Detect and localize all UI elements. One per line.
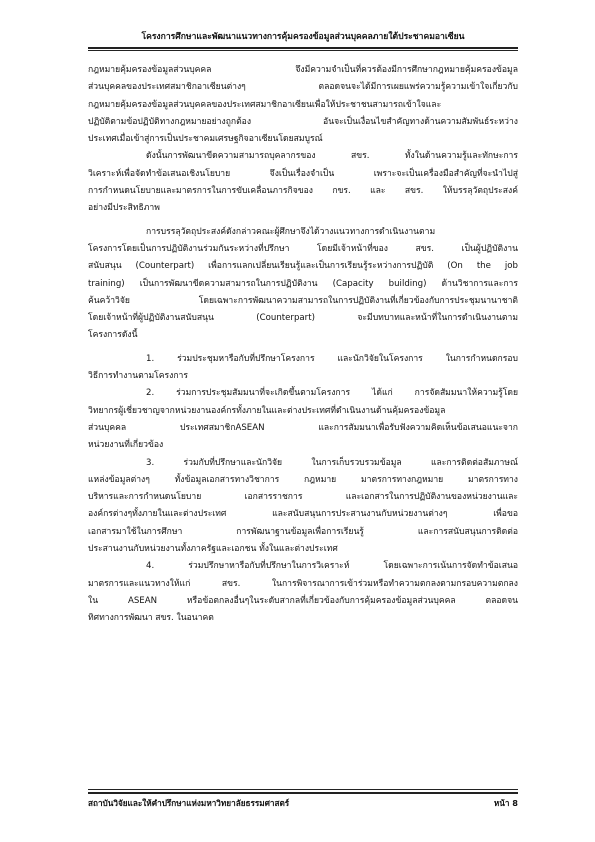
footer-rule-thin xyxy=(88,789,518,790)
text-line: ส่วนบุคคลของประเทศสมาชิกอาเซียนต่างๆ ตลอดจนจะได้มีการเผยแพร่ความรู้ความเข้าใจเกี่ยวกับ xyxy=(88,82,518,93)
text-line: หน่วยงานที่เกี่ยวข้อง xyxy=(88,440,164,451)
text-line: การกำหนดนโยบายและมาตรการในการขับเคลื่อนภารกิจของ กขร. และ สขร. ให้บรรลุวัตถุประสงค์ xyxy=(88,186,518,197)
text-line: กฎหมายคุ้มครองข้อมูลส่วนบุคคลของประเทศสมาชิกอาเซียนเพื่อให้ประชาชนสามารถเข้าใจและ xyxy=(88,99,442,110)
footer-rule xyxy=(88,792,518,794)
text-line: โครงการดังนี้ xyxy=(88,330,138,341)
text-line: ดังนั้นการพัฒนาขีดความสามารถบุคลากรของ สขร. ทั้งในด้านความรู้และทักษะการ xyxy=(146,151,518,162)
text-line: วิเคราะห์เพื่อจัดทำข้อเสนอเชิงนโยบาย จึงเป็นเรื่องจำเป็น เพราะจะเป็นเครื่องมือสำคัญที่จะนำไปสู่ xyxy=(88,168,518,179)
text-line: สนับสนุน (Counterpart) เพื่อการแลกเปลี่ยนเรียนรู้และเป็นการเรียนรู้ระหว่างการปฏิบัติ (On the job xyxy=(88,261,518,272)
text-line: องค์กรต่างๆทั้งภายในและต่างประเทศ และสนับสนุนการประสานงานกับหน่วยงานต่างๆ เพื่อขอ xyxy=(88,509,518,520)
text-line: ค้นคว้าวิจัย โดยเฉพาะการพัฒนาความสามารถในการปฏิบัติงานที่เกี่ยวข้องกับการประชุมนานาชาติ xyxy=(88,295,518,306)
text-line: ส่วนบุคคล ประเทศสมาชิกASEAN และการสัมมนาเพื่อรับฟังความคิดเห็นข้อเสนอแนะจาก xyxy=(88,422,518,433)
text-line: โครงการโดยเป็นการปฏิบัติงานร่วมกันระหว่างที่ปรึกษา โดยมีเจ้าหน้าที่ของ สขร. เป็นผู้ปฏิบัติงาน xyxy=(88,243,518,254)
text-line: ปฏิบัติตามข้อปฏิบัติทางกฎหมายอย่างถูกต้อง อันจะเป็นเงื่อนไขสำคัญทางด้านความสัมพันธ์ระหว่าง xyxy=(88,116,518,127)
document-body xyxy=(88,62,518,628)
text-line: วิทยากรผู้เชี่ยวชาญจากหน่วยงานองค์กรทั้งภายในและต่างประเทศที่ดำเนินงานด้านคุ้มครองข้อมูล xyxy=(88,405,446,416)
page-header: โครงการศึกษาและพัฒนาแนวทางการคุ้มครองข้อมูลส่วนบุคคลภายใต้ประชาคมอาเซียน xyxy=(141,32,465,42)
text-line: 4. ร่วมปรึกษาหารือกับที่ปรึกษาในการวิเคราะห์ โดยเฉพาะการเน้นการจัดทำข้อเสนอ xyxy=(146,561,518,572)
header-rule-thin xyxy=(88,50,518,51)
text-line: ใน ASEAN หรือข้อตกลงอื่นๆในระดับสากลที่เกี่ยวข้องกับการคุ้มครองข้อมูลส่วนบุคคล ตลอดจน xyxy=(88,595,518,606)
text-line: วิธีการทำงานตามโครงการ xyxy=(88,371,188,382)
text-line: กฎหมายคุ้มครองข้อมูลส่วนบุคคล จึงมีความจำเป็นที่ควรต้องมีการศึกษากฎหมายคุ้มครองข้อมูล xyxy=(88,65,518,75)
text-line: บริหารและการกำหนดนโยบาย เอกสารราชการ และเอกสารในการปฏิบัติงานของหน่วยงานและ xyxy=(88,492,518,503)
text-line: อย่างมีประสิทธิภาพ xyxy=(88,203,160,214)
footer-institute: สถาบันวิจัยและให้คำปรึกษาแห่งมหาวิทยาลัยธรรมศาสตร์ xyxy=(88,798,290,808)
text-line: training) เป็นการพัฒนาขีดความสามารถในการปฏิบัติงาน (Capacity building) ด้านวิชาการและการ xyxy=(88,278,518,289)
page-number: หน้า 8 xyxy=(493,798,518,808)
text-line: ทิศทางการพัฒนา สขร. ในอนาคต xyxy=(88,613,214,624)
text-line: การบรรลุวัตถุประสงค์ดังกล่าวคณะผู้ศึกษาจึงได้วางแนวทางการดำเนินงานตาม xyxy=(146,226,436,237)
header-rule xyxy=(88,47,518,49)
text-line: โดยเจ้าหน้าที่ผู้ปฏิบัติงานสนับสนุน (Counterpart) จะมีบทบาทและหน้าที่ในการดำเนินงานตาม xyxy=(88,313,518,324)
text-line: แหล่งข้อมูลต่างๆ ทั้งข้อมูลเอกสารทางวิชาการ กฎหมาย มาตรการทางกฎหมาย มาตรการทาง xyxy=(88,474,518,485)
text-line: มาตรการและแนวทางให้แก่ สขร. ในการพิจารณาการเข้าร่วมหรือทำความตกลงตามกรอบความตกลง xyxy=(88,578,518,589)
text-line: 2. ร่วมการประชุมสัมมนาที่จะเกิดขึ้นตามโครงการ ได้แก่ การจัดสัมมนาให้ความรู้โดย xyxy=(146,388,518,399)
text-line: เอกสารมาใช้ในการศึกษา การพัฒนาฐานข้อมูลเพื่อการเรียนรู้ และการสนับสนุนการติดต่อ xyxy=(88,526,518,537)
text-line: 3. ร่วมกับที่ปรึกษาและนักวิจัย ในการเก็บรวบรวมข้อมูล และการติดต่อสัมภาษณ์ xyxy=(146,457,518,468)
text-line: ประเทศเมื่อเข้าสู่การเป็นประชาคมเศรษฐกิจอาเซียนโดยสมบูรณ์ xyxy=(88,134,323,145)
text-line: 1. ร่วมประชุมหารือกับที่ปรึกษาโครงการ และนักวิจัยในโครงการ ในการกำหนดกรอบ xyxy=(146,353,518,364)
text-line: ประสานงานกับหน่วยงานทั้งภาครัฐและเอกชน ทั้งในและต่างประเทศ xyxy=(88,544,338,555)
